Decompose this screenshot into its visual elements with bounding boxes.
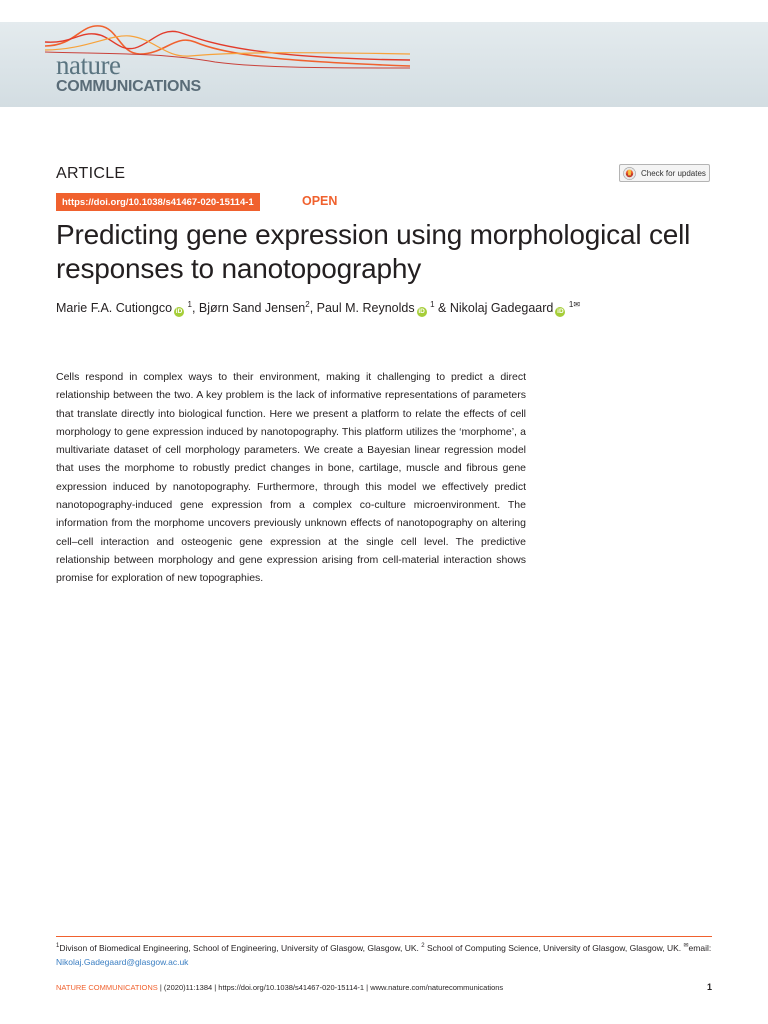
page-footer: [56, 982, 712, 992]
affiliation-2: School of Computing Science, University of Glasgow, Glasgow, UK.: [424, 943, 684, 953]
journal-banner: [0, 22, 768, 107]
orcid-icon[interactable]: iD: [418, 308, 425, 315]
orcid-icon[interactable]: iD: [175, 308, 183, 315]
check-updates-icon: [623, 167, 636, 180]
footnote-divider: [56, 936, 712, 937]
author-name[interactable]: Bjørn Sand Jensen: [198, 301, 306, 315]
affiliation-marker: 1✉: [568, 300, 581, 309]
email-link[interactable]: Nikolaj.Gadegaard@glasgow.ac.uk: [56, 956, 189, 967]
author-separator: &: [434, 301, 450, 315]
check-for-updates-label: Check for updates: [641, 168, 706, 178]
abstract-text: Cells respond in complex ways to their environment, making it challenging to predict a direct relationship between the two. A key problem is the lack of informative representations of parameters that translate directly into biological function. Here we present a platform to relate the effects of cell morphology to gene expression induced by nanotopography. This platform utilizes the ‘morphome’, a multivariate dataset of cell morphology parameters. We create a Bayesian linear regression model that uses the morphome to robustly predict changes in bone, cartilage, muscle and fibrous gene expression induced by nanotopography. Furthermore, through this model we effectively predict nanotopography-induced gene expression from a complex co-culture microenvironment. The information from the morphome uncovers previously unknown effects of nanotopography on altering cell–cell interaction and osteogenic gene expression at the single cell level. The predictive relationship between morphology and gene expression arising from cell-material interaction shows promise for exploration of new topographies.: [56, 371, 526, 585]
open-access-label: OPEN: [302, 194, 338, 208]
email-icon: ✉: [683, 943, 689, 949]
affiliation-marker: 2: [421, 943, 425, 949]
doi-link[interactable]: https://doi.org/10.1038/s41467-020-15114-1: [56, 193, 260, 211]
article-title: Predicting gene expression using morphological cell responses to nanotopography: [56, 219, 691, 284]
footer-citation: [56, 983, 503, 992]
affiliation-marker: 1: [187, 300, 192, 309]
orcid-icon[interactable]: iD: [557, 308, 564, 315]
check-for-updates-button[interactable]: [619, 164, 710, 182]
logo-communications-text: COMMUNICATIONS: [56, 78, 201, 95]
author-name[interactable]: Marie F.A. Cutiongco: [56, 301, 173, 315]
affiliation-marker: 1: [56, 943, 60, 949]
author-separator: ,: [309, 301, 317, 315]
affiliations-footnote: [56, 940, 712, 969]
email-label: email:: [688, 943, 712, 953]
affiliation-1: Divison of Biomedical Engineering, School of Engineering, University of Glasgow, Glasgow, UK.: [59, 943, 422, 953]
author-name[interactable]: Paul M. Reynolds: [316, 301, 415, 315]
footer-journal-name[interactable]: NATURE COMMUNICATIONS: [56, 982, 158, 992]
logo-nature-text: nature: [56, 50, 121, 80]
affiliation-marker: 1: [430, 300, 435, 309]
affiliation-marker: 2: [305, 300, 310, 309]
author-separator: ,: [191, 301, 199, 315]
footer-citation-text: | (2020)11:1384 | https://doi.org/10.1038/s41467-020-15114-1 | www.nature.com/naturecommunications: [157, 982, 504, 992]
article-type-label: ARTICLE: [56, 165, 126, 182]
author-list: [56, 300, 580, 317]
page-number: 1: [706, 982, 712, 992]
author-name[interactable]: Nikolaj Gadegaard: [449, 301, 554, 315]
